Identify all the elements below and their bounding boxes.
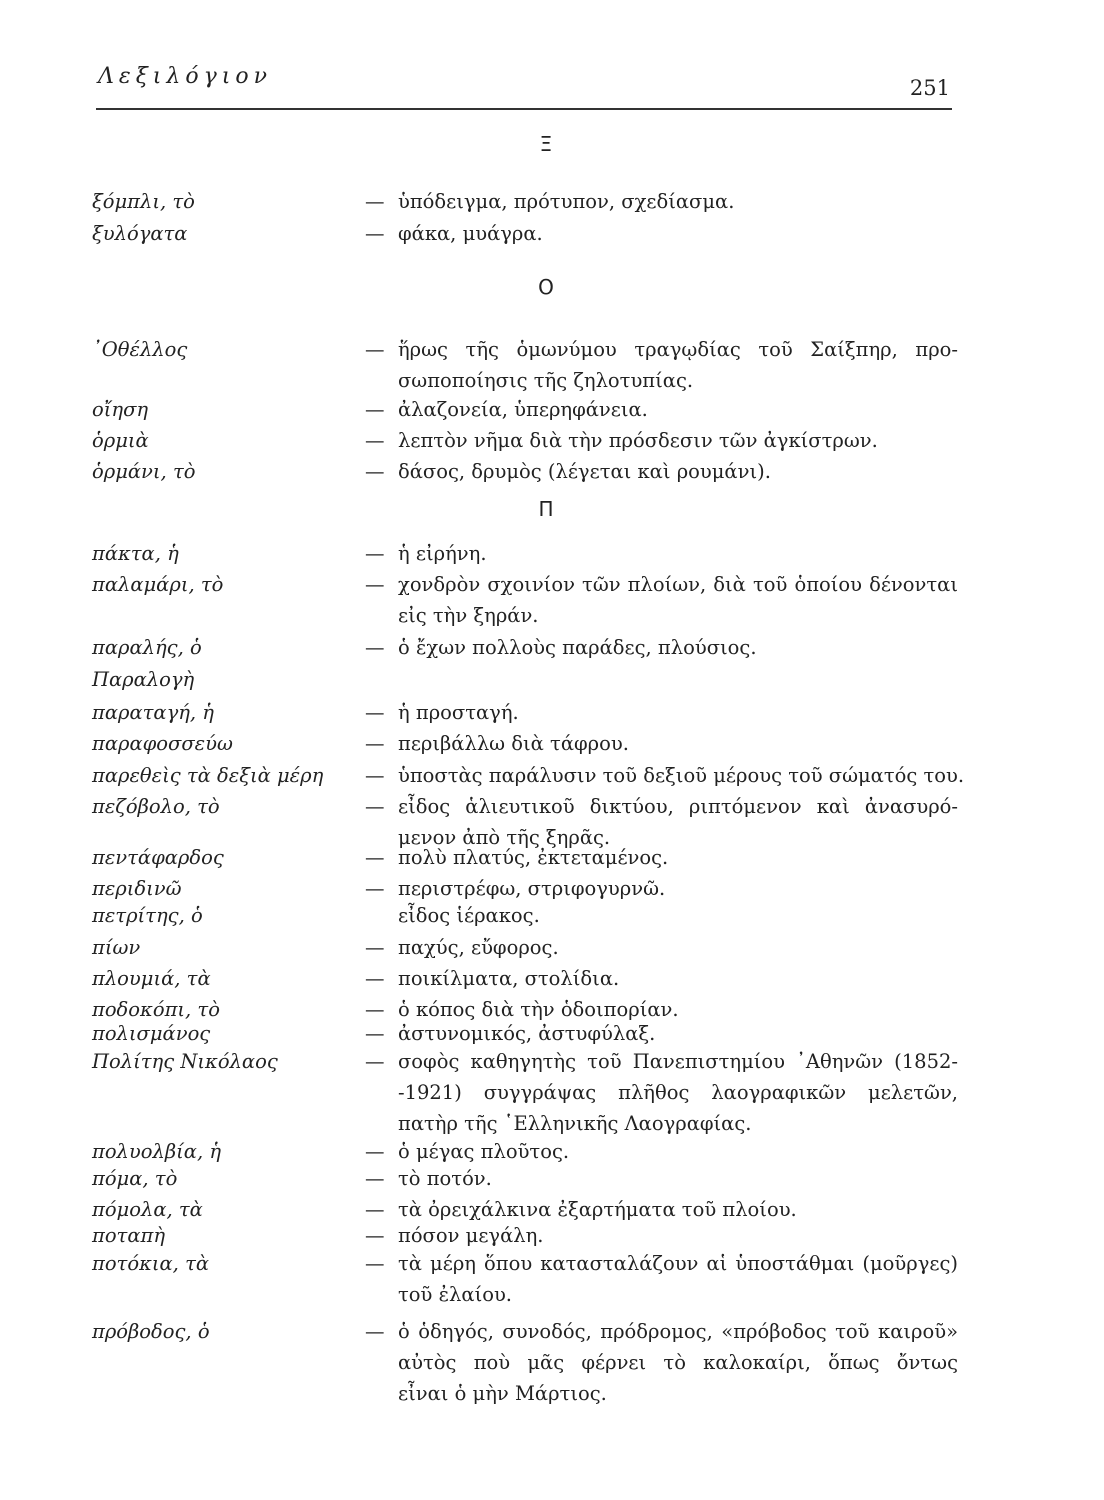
definition-line: λεπτὸν νῆμα διὰ τὴν πρόσδεσιν τῶν ἀγκίστρων. — [398, 429, 878, 452]
entry-term: ὁρμιὰ — [92, 429, 149, 452]
entry-definition — [398, 1018, 958, 1049]
entry-term: παραφοσσεύω — [92, 732, 233, 755]
entry-term: παλαμάρι, τὸ — [92, 573, 224, 596]
entry-dash: — — [365, 967, 385, 990]
entry-term: παρεθεὶς τὰ δεξιὰ μέρη — [92, 764, 324, 787]
entry-term: ποδοκόπι, τὸ — [92, 998, 220, 1021]
entry-dash: — — [365, 398, 385, 421]
definition-line: ὑποστὰς παράλυσιν τοῦ δεξιοῦ μέρους τοῦ σώματός του. — [398, 764, 965, 787]
entry-dash: — — [365, 573, 385, 596]
entry-term: ὁρμάνι, τὸ — [92, 460, 196, 483]
entry-dash: — — [365, 338, 385, 361]
entry-dash: — — [365, 732, 385, 755]
definition-line: πολὺ πλατύς, ἐκτεταμένος. — [398, 846, 669, 869]
entry-definition — [398, 1046, 958, 1139]
definition-line: ἥρως τῆς ὁμωνύμου τραγῳδίας τοῦ Σαίξπηρ, προ- — [398, 338, 958, 361]
entry-definition — [398, 963, 958, 994]
entry-definition — [398, 394, 958, 425]
definition-line: τὸ ποτόν. — [398, 1167, 492, 1190]
entry-term: πετρίτης, ὁ — [92, 904, 203, 927]
definition-line: ὁ μέγας πλοῦτος. — [398, 1140, 570, 1163]
entry-definition — [398, 425, 958, 456]
entry-term: πλουμιά, τὰ — [92, 967, 211, 990]
definition-line: ποικίλματα, στολίδια. — [398, 967, 620, 990]
definition-line: ὁ ἔχων πολλοὺς παράδες, πλούσιος. — [398, 636, 757, 659]
entry-term: πολυολβία, ἡ — [92, 1140, 222, 1163]
definition-line: αὐτὸς ποὺ μᾶς φέρνει τὸ καλοκαίρι, ὅπως ὄντως — [398, 1351, 958, 1374]
definition-line: εἶδος ἁλιευτικοῦ δικτύου, ριπτόμενον καὶ ἀνασυρό- — [398, 795, 958, 818]
entry-definition — [398, 569, 958, 631]
definition-line: παχύς, εὔφορος. — [398, 936, 559, 959]
definition-line: ὁ ὁδηγός, συνοδός, πρόδρομος, «πρόβοδος τοῦ καιροῦ» — [398, 1320, 958, 1343]
section-letter-text: Π — [538, 497, 554, 521]
definition-line: φάκα, μυάγρα. — [398, 222, 543, 245]
definition-line: τὰ μέρη ὅπου κατασταλάζουν αἱ ὑποστάθμαι (μοῦργες) — [398, 1252, 958, 1275]
definition-line: ὁ κόπος διὰ τὴν ὁδοιπορίαν. — [398, 998, 679, 1021]
entry-term: ξόμπλι, τὸ — [92, 190, 195, 213]
section-letter-text: Ο — [538, 275, 554, 299]
entry-term: ποτόκια, τὰ — [92, 1252, 210, 1275]
entry-dash: — — [365, 1198, 385, 1221]
header-rule — [96, 108, 952, 110]
entry-definition — [398, 186, 958, 217]
entry-definition — [398, 1316, 958, 1409]
definition-line: τοῦ ἐλαίου. — [398, 1283, 513, 1306]
entry-term: Παραλογὴ — [92, 668, 195, 691]
entry-definition — [398, 538, 958, 569]
definition-line: περιβάλλω διὰ τάφρου. — [398, 732, 629, 755]
entry-definition — [398, 1220, 958, 1251]
entry-dash: — — [365, 795, 385, 818]
definition-line: περιστρέφω, στριφογυρνῶ. — [398, 877, 666, 900]
page-number: 251 — [909, 76, 950, 100]
entry-definition — [398, 842, 958, 873]
entry-term: παραλής, ὁ — [92, 636, 202, 659]
entry-definition — [398, 218, 958, 249]
entry-definition — [398, 932, 958, 963]
entry-definition — [398, 456, 958, 487]
entry-dash: — — [365, 429, 385, 452]
definition-line: πόσον μεγάλη. — [398, 1224, 544, 1247]
entry-dash: — — [365, 877, 385, 900]
entry-term: οἴηση — [92, 398, 149, 421]
entry-dash: — — [365, 190, 385, 213]
entry-dash: — — [365, 636, 385, 659]
entry-dash: — — [365, 998, 385, 1021]
entry-dash: — — [365, 846, 385, 869]
definition-line: εἰς τὴν ξηράν. — [398, 604, 539, 627]
running-head: Λεξιλόγιον — [98, 64, 273, 89]
entry-term: περιδινῶ — [92, 877, 182, 900]
entry-term: πεντάφαρδος — [92, 846, 224, 869]
entry-term: πίων — [92, 936, 141, 959]
entry-dash: — — [365, 764, 385, 787]
entry-definition — [398, 334, 958, 396]
entry-dash: — — [365, 1224, 385, 1247]
entry-term: πόμα, τὸ — [92, 1167, 178, 1190]
entry-term: πολισμάνος — [92, 1022, 211, 1045]
entry-term: ᾿Οθέλλος — [92, 338, 188, 361]
definition-line: δάσος, δρυμὸς (λέγεται καὶ ρουμάνι). — [398, 460, 771, 483]
entry-term: παραταγή, ἡ — [92, 701, 214, 724]
entry-term: ποταπὴ — [92, 1224, 166, 1247]
entry-term: πάκτα, ἡ — [92, 542, 179, 565]
definition-line: εἶναι ὁ μὴν Μάρτιος. — [398, 1382, 607, 1405]
section-letter-text: Ξ — [539, 132, 553, 156]
entry-definition — [398, 1163, 958, 1194]
entry-definition — [398, 632, 958, 663]
definition-line: ἡ προσταγή. — [398, 701, 519, 724]
definition-line: ἡ εἰρήνη. — [398, 542, 487, 565]
entry-term: ξυλόγατα — [92, 222, 188, 245]
definition-line: -1921) συγγράψας πλῆθος λαογραφικῶν μελετῶν, — [398, 1081, 958, 1104]
entry-term: Πολίτης Νικόλαος — [92, 1050, 278, 1073]
entry-dash: — — [365, 1050, 385, 1073]
entry-definition — [398, 1248, 958, 1310]
entry-dash: — — [365, 936, 385, 959]
definition-line: μενον ἀπὸ τῆς ξηρᾶς. — [398, 826, 611, 849]
definition-line: πατὴρ τῆς ῾Ελληνικῆς Λαογραφίας. — [398, 1112, 752, 1135]
entry-term: πεζόβολο, τὸ — [92, 795, 220, 818]
entry-dash: — — [365, 460, 385, 483]
definition-line: σωποποίησις τῆς ζηλοτυπίας. — [398, 369, 694, 392]
entry-dash: — — [365, 1320, 385, 1343]
entry-dash: — — [365, 542, 385, 565]
definition-line: εἶδος ἱέρακος. — [398, 904, 540, 927]
entry-definition — [398, 697, 958, 728]
entry-dash: — — [365, 1167, 385, 1190]
definition-line: ἀλαζονεία, ὑπερηφάνεια. — [398, 398, 648, 421]
definition-line: ἀστυνομικός, ἀστυφύλαξ. — [398, 1022, 656, 1045]
entry-dash: — — [365, 1252, 385, 1275]
definition-line: ὑπόδειγμα, πρότυπον, σχεδίασμα. — [398, 190, 735, 213]
entry-dash: — — [365, 1140, 385, 1163]
entry-term: πρόβοδος, ὁ — [92, 1320, 210, 1343]
entry-definition — [398, 728, 958, 759]
entry-dash: — — [365, 222, 385, 245]
entry-dash: — — [365, 701, 385, 724]
definition-line: τὰ ὀρειχάλκινα ἐξαρτήματα τοῦ πλοίου. — [398, 1198, 797, 1221]
definition-line: χονδρὸν σχοινίον τῶν πλοίων, διὰ τοῦ ὁποίου δένονται — [398, 573, 958, 596]
entry-definition — [398, 760, 965, 791]
definition-line: σοφὸς καθηγητὴς τοῦ Πανεπιστημίου ᾿Αθηνῶν (1852- — [398, 1050, 958, 1073]
entry-definition — [398, 900, 958, 931]
entry-dash: — — [365, 1022, 385, 1045]
entry-term: πόμολα, τὰ — [92, 1198, 203, 1221]
